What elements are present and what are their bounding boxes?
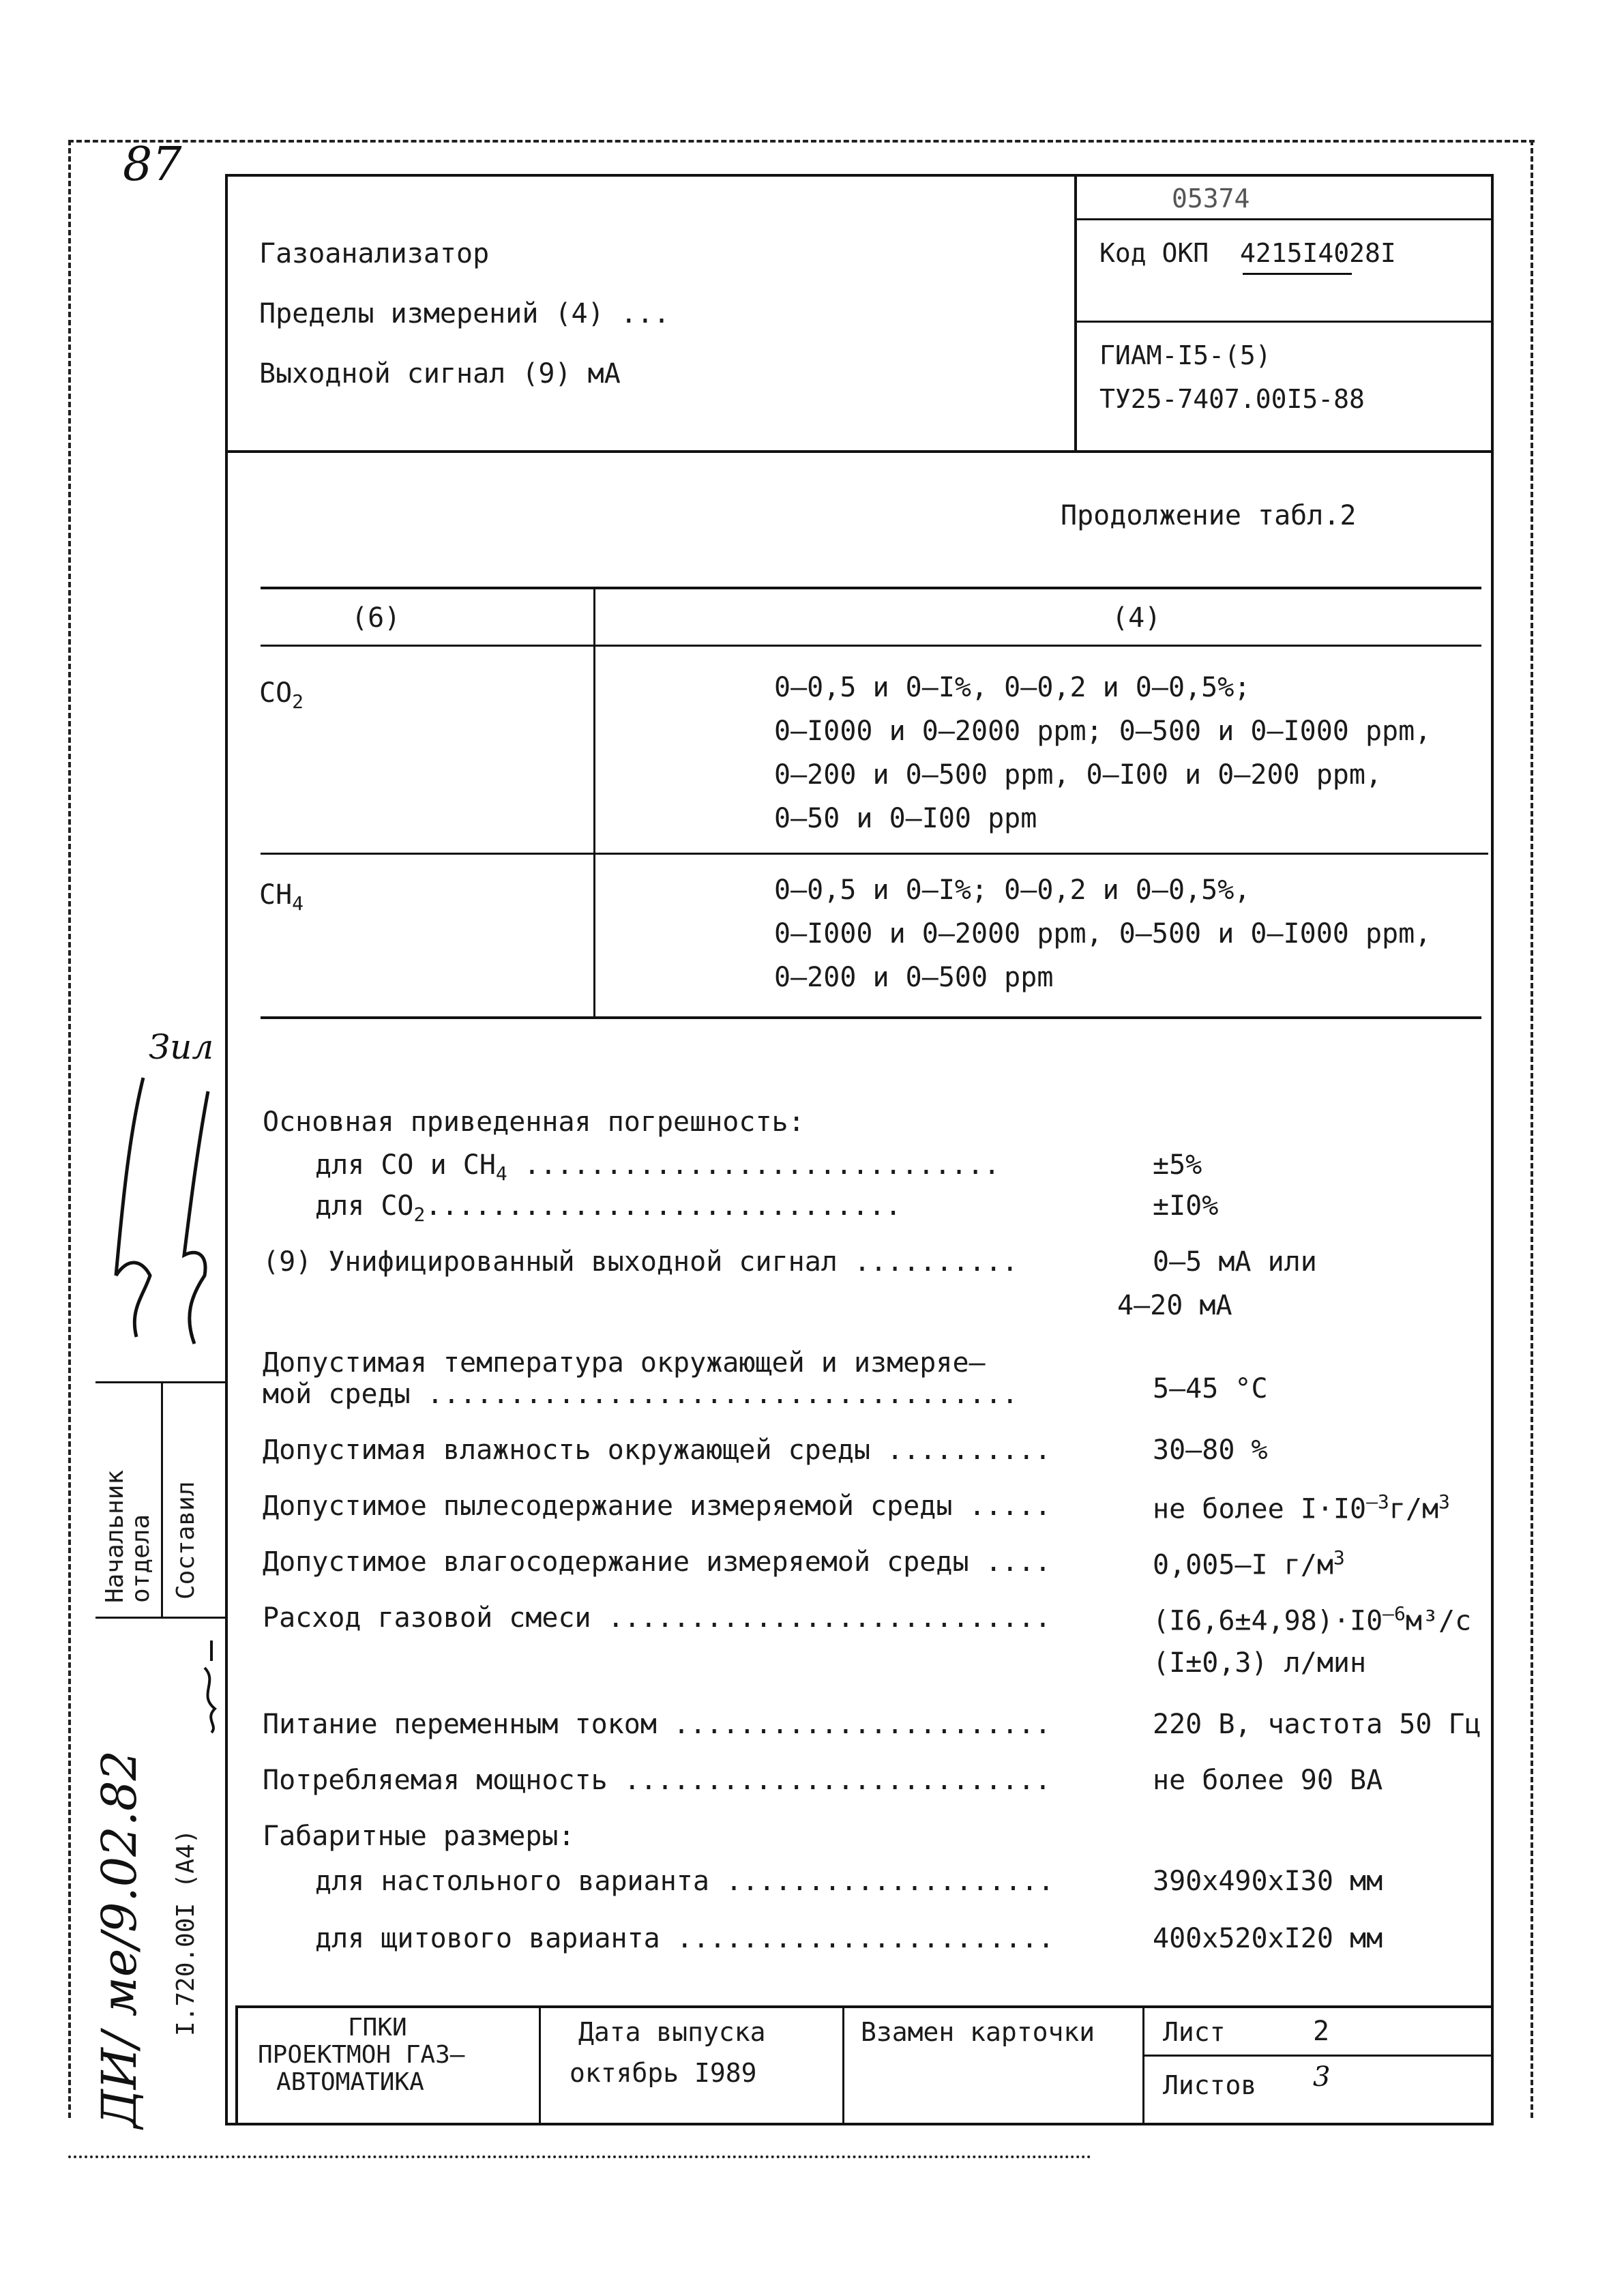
measurement-range-title: Пределы измерений (4) ... [259,298,670,329]
table-row1-gas: $CO_2$ [259,677,304,713]
table-bottom-line [261,1016,1481,1019]
page-right-border [1531,140,1533,2118]
signature-marks [89,1050,225,1378]
okp-underline [1243,273,1352,275]
dust-content-value: не более $I\cdot I0^{-3}г/м^3$ [1153,1490,1450,1525]
margin-handwritten-date: ДИ/ ме/9.02.82 [91,1750,147,2128]
dimensions-desktop-label: для настольного варианта .................... [315,1866,1054,1897]
output-signal-value-1: 0–5 мА или [1153,1246,1317,1278]
okp-value: 4215I4028I [1240,238,1396,268]
release-date-label: Дата выпуска [578,2017,766,2047]
accuracy-co-label: для CO и $CH_4$ ............................. [315,1149,1001,1185]
org-name-3: АВТОМАТИКА [276,2068,424,2096]
output-signal-title: Выходной сигнал (9) мА [259,358,621,389]
footer-sheet-line [1142,2055,1494,2057]
compiled-by-label: Составил [172,1481,200,1600]
product-name: Газоанализатор [259,238,490,269]
page-number: 87 [123,138,182,192]
table-col1-header: (6) [351,602,401,634]
output-signal-value-2: 4–20 мА [1117,1290,1232,1321]
table-row2-range-1: 0–0,5 и 0–I%; 0–0,2 и 0–0,5%, [774,874,1251,906]
margin-box-mid [161,1381,163,1617]
release-date-value: октябрь I989 [570,2058,757,2088]
table-row2-range-3: 0–200 и 0–500 ppm [774,962,1054,993]
power-supply-label: Питание переменным током ....................... [263,1709,1051,1740]
table-top-line [261,587,1481,589]
margin-box-bottom [95,1617,226,1619]
table-row1-range-1: 0–0,5 и 0–I%, 0–0,2 и 0–0,5%; [774,672,1251,703]
temperature-value: 5–45 °C [1153,1373,1268,1404]
output-signal-label: (9) Унифицированный выходной сигнал .......... [263,1246,1018,1278]
signature-head [116,1078,150,1337]
table-row1-range-3: 0–200 и 0–500 ppm, 0–I00 и 0–200 ppm, [774,759,1383,791]
margin-doc-code: I.720.00I (A4) [172,1829,200,2036]
table-header-line [261,645,1481,647]
power-consumption-label: Потребляемая мощность .......................... [263,1765,1051,1796]
margin-handwritten-note: Зил [149,1027,214,1067]
footer-left-line [235,2005,238,2125]
org-name-1: ГПКИ [348,2014,407,2042]
gas-flow-value-1: $(I6,6\pm 4,98)\cdot I0^{-6}м^3/с$ [1153,1602,1472,1637]
frame-top [225,174,1494,177]
table-row-divider [261,853,1488,855]
gas-flow-value-2: (I±0,3) л/мин [1153,1647,1367,1679]
page-left-border [68,140,71,2118]
table-row1-range-4: 0–50 и 0–I00 ppm [774,803,1037,834]
accuracy-title: Основная приведенная погрешность: [263,1106,805,1138]
header-bottom-line [225,450,1494,453]
sheet-label: Лист [1163,2017,1226,2047]
frame-left [225,174,228,2125]
accuracy-co2-value: ±I0% [1153,1190,1219,1222]
dust-content-label: Допустимое пылесодержание измеряемой среды ..... [263,1490,1051,1522]
power-supply-value: 220 В, частота 50 Гц [1153,1709,1481,1740]
moisture-content-value: 0,005–I $г/м^3$ [1153,1546,1345,1581]
temperature-label-1: Допустимая температура окружающей и измеряе– [263,1347,986,1379]
model-name: ГИАМ-I5-(5) [1099,340,1271,370]
okp-label: Код ОКП [1099,238,1209,268]
header-divider [1074,174,1077,450]
head-of-department-label: Начальник отдела [101,1469,155,1603]
page-top-border [68,140,1535,143]
footer-div-2 [842,2005,844,2125]
dimensions-desktop-value: 390х490хI30 мм [1153,1866,1383,1897]
gas-flow-label: Расход газовой смеси ........................... [263,1602,1051,1634]
doc-code-top: 05374 [1172,183,1250,214]
signature-compiler [184,1091,208,1344]
signature-small-stroke [205,1640,215,1733]
org-name-2: ПРОЕКТМОН ГАЗ– [258,2041,465,2069]
humidity-value: 30–80 % [1153,1434,1268,1466]
dimensions-title: Габаритные размеры: [263,1821,575,1852]
frame-right [1491,174,1494,2125]
page-bottom-border [68,2155,1091,2158]
footer-div-3 [1142,2005,1144,2125]
sheets-value: 3 [1313,2061,1331,2093]
sheet-value: 2 [1313,2016,1330,2047]
footer-top-line [235,2005,1494,2008]
header-code-line [1074,218,1494,220]
accuracy-co-value: ±5% [1153,1149,1202,1181]
power-consumption-value: не более 90 ВА [1153,1765,1383,1796]
table-row2-range-2: 0–I000 и 0–2000 ppm, 0–500 и 0–I000 ppm, [774,918,1432,950]
replaces-card-label: Взамен карточки [861,2017,1095,2047]
table-row1-range-2: 0–I000 и 0–2000 ppm; 0–500 и 0–I000 ppm, [774,716,1432,747]
spec-number: ТУ25-7407.00I5-88 [1099,384,1365,414]
header-okp-line [1074,321,1494,323]
temperature-label-2: мой среды .................................... [263,1379,1018,1410]
humidity-label: Допустимая влажность окружающей среды .......... [263,1434,1051,1466]
signature-small [191,1634,232,1736]
dimensions-panel-value: 400х520хI20 мм [1153,1923,1383,1954]
sheets-label: Листов [1163,2070,1257,2100]
table-col2-header: (4) [1112,602,1162,634]
table-continuation: Продолжение табл.2 [1061,500,1357,531]
moisture-content-label: Допустимое влагосодержание измеряемой среды .... [263,1546,1051,1578]
frame-bottom [225,2123,1494,2125]
dimensions-panel-label: для щитового варианта ....................... [315,1923,1054,1954]
table-row2-gas: $CH_4$ [259,879,304,915]
accuracy-co2-label: для $CO_2$............................. [315,1190,902,1226]
table-col-divider [593,587,595,1016]
footer-div-1 [539,2005,541,2125]
